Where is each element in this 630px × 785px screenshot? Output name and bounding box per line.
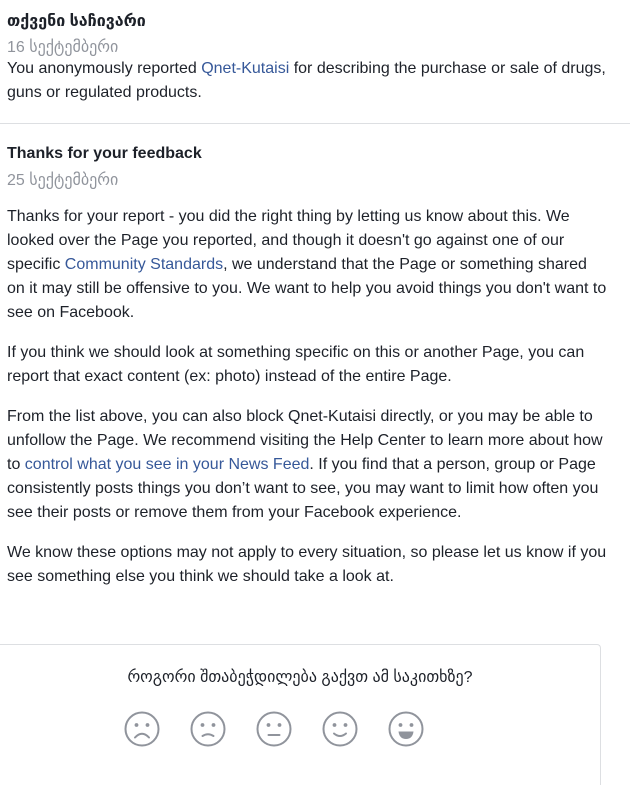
feedback-paragraph-1: Thanks for your report - you did the right thing by letting us know about this. We looked over the Page you reported, and though it doesn't go against one of our specific Community Standards, we understand that the Page or something shared on it may still be offensive to you. We want to help you avoid things you don't want to see on Facebook. [7,208,607,321]
neutral-face-icon[interactable] [256,711,292,747]
happy-face-icon[interactable] [388,711,424,747]
sad-face-icon[interactable] [190,711,226,747]
survey-question: როგორი შთაბეჭდილება გაქვთ ამ საკითხზე? [127,669,473,686]
notification-date: 16 სექტემბერი [7,39,119,56]
notification-feedback [0,124,630,644]
notification-report [0,0,630,123]
page-link-qnet-kutaisi[interactable]: Qnet-Kutaisi [201,60,290,77]
very-sad-face-icon[interactable] [124,711,160,747]
notification-title: თქვენი საჩივარი [7,13,146,30]
feedback-paragraph-4: We know these options may not apply to every situation, so please let us know if you see something else you think we should take a look at. [7,544,607,585]
smile-face-icon[interactable] [322,711,358,747]
community-standards-link[interactable]: Community Standards [64,256,224,273]
feedback-paragraph-3: From the list above, you can also block Qnet-Kutaisi directly, or you may be able to unfollow the Page. We recommend visiting the Help Center to learn more about how to control what you see in your News Feed. If you find that a person, group or Page consistently posts things you don’t want to see, you may want to limit how often you see their posts or remove them from your Facebook experience. [7,408,603,521]
feedback-title: Thanks for your feedback [7,145,202,162]
notification-text: You anonymously reported Qnet-Kutaisi for describing the purchase or sale of drugs, guns or regulated products. [7,60,606,101]
news-feed-control-link[interactable]: control what you see in your News Feed [24,456,310,473]
feedback-date: 25 სექტემბერი [7,172,119,189]
feedback-survey [0,644,601,785]
feedback-paragraph-2: If you think we should look at something specific on this or another Page, you can report that exact content (ex: photo) instead of the entire Page. [7,344,585,385]
feedback-body [7,205,607,589]
